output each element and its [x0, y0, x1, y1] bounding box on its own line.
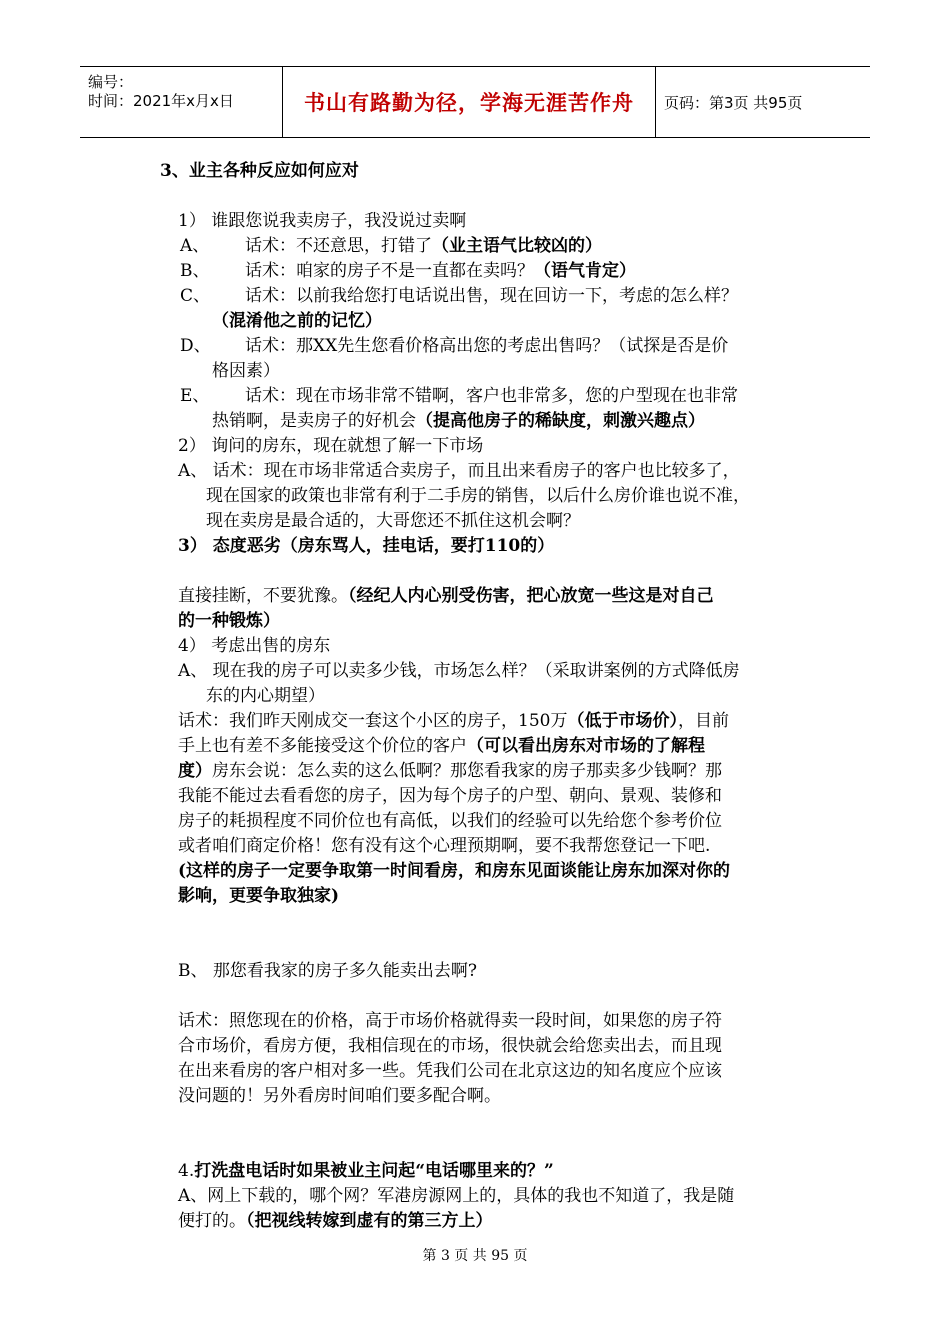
item-4a-talk-1: 话术：我们昨天刚成交一套这个小区的房子，150万（低于市场价），目前 — [178, 711, 729, 731]
item-4a-talk-6: 或者咱们商定价格！您有没有这个心理预期啊，要不我帮您登记一下吧. — [178, 836, 711, 856]
item-q4a-line1: A、网上下载的，哪个网？军港房源网上的，具体的我也不知道了，我是随 — [178, 1186, 735, 1206]
item-1d-prefix: D、 — [180, 336, 211, 356]
item-4a-note-1: (这样的房子一定要争取第一时间看房，和房东见面谈能让房东加深对你的 — [178, 861, 731, 881]
item-1e-cont: 热销啊，是卖房子的好机会（提高他房子的稀缺度，刺激兴趣点） — [212, 411, 705, 431]
item-4a-talk-5: 房子的耗损程度不同价位也有高低，以我们的经验可以先给您个参考价位 — [178, 811, 722, 831]
item-1a-prefix: A、 — [180, 236, 210, 256]
subsection-2: 2） 询问的房东，现在就想了解一下市场 — [178, 436, 484, 456]
item-1e-prefix: E、 — [180, 386, 210, 406]
item-1c: 话术：以前我给您打电话说出售，现在回访一下，考虑的怎么样？ — [245, 286, 738, 306]
item-4a-note-2: 影响，更要争取独家) — [178, 886, 340, 906]
item-2a-line2: 现在国家的政策也非常有利于二手房的销售，以后什么房价谁也说不准， — [206, 486, 750, 506]
item-1b-prefix: B、 — [180, 261, 210, 281]
header-page-info: 页码：第3页 共95页 — [664, 93, 803, 112]
item-3-line2: 的一种锻炼） — [178, 611, 280, 631]
section-title: 3、业主各种反应如何应对 — [160, 161, 359, 181]
item-3-line1: 直接挂断，不要犹豫。（经纪人内心别受伤害，把心放宽一些这是对自己 — [178, 586, 714, 606]
item-2a-line1: A、 话术：现在市场非常适合卖房子，而且出来看房子的客户也比较多了， — [178, 461, 740, 481]
item-1c-prefix: C、 — [180, 286, 211, 306]
item-1d: 话术：那XX先生您看价格高出您的考虑出售吗？（试探是否是价 — [245, 336, 729, 356]
item-4a-line2: 东的内心期望） — [206, 686, 325, 706]
header-meta — [80, 67, 283, 137]
item-q4a-line2: 便打的。（把视线转嫁到虚有的第三方上） — [178, 1211, 493, 1231]
header-motto: 书山有路勤为径，学海无涯苦作舟 — [283, 67, 656, 137]
header-number: 编号： — [88, 73, 134, 91]
item-4a-talk-4: 我能不能过去看看您的房子，因为每个房子的户型、朝向、景观、装修和 — [178, 786, 722, 806]
item-4a-talk-3: 度）房东会说：怎么卖的这么低啊？那您看我家的房子那卖多少钱啊？那 — [178, 761, 722, 781]
item-4b-question: B、 那您看我家的房子多久能卖出去啊? — [178, 961, 478, 981]
section-4-title: 4.打洗盘电话时如果被业主问起“电话哪里来的？” — [178, 1161, 554, 1181]
item-4b-talk-3: 在出来看房的客户相对多一些。凭我们公司在北京这边的知名度应个应该 — [178, 1061, 722, 1081]
item-4b-talk-4: 没问题的！另外看房时间咱们要多配合啊。 — [178, 1086, 501, 1106]
item-1c-note: （混淆他之前的记忆） — [212, 311, 382, 331]
item-4a-talk-2: 手上也有差不多能接受这个价位的客户（可以看出房东对市场的了解程 — [178, 736, 705, 756]
item-1e: 话术：现在市场非常不错啊，客户也非常多，您的户型现在也非常 — [245, 386, 738, 406]
item-1a: 话术：不还意思，打错了（业主语气比较凶的） — [245, 236, 602, 256]
item-1b: 话术：咱家的房子不是一直都在卖吗？（语气肯定） — [245, 261, 636, 281]
subsection-1: 1） 谁跟您说我卖房子，我没说过卖啊 — [178, 211, 467, 231]
item-4b-talk-2: 合市场价，看房方便，我相信现在的市场，很快就会给您卖出去，而且现 — [178, 1036, 722, 1056]
page-footer: 第 3 页 共 95 页 — [422, 1248, 528, 1264]
subsection-4: 4） 考虑出售的房东 — [178, 636, 331, 656]
header-date: 时间：2021年x月x日 — [88, 92, 234, 110]
item-4a-line1: A、 现在我的房子可以卖多少钱，市场怎么样？（采取讲案例的方式降低房 — [178, 661, 740, 681]
item-4b-talk-1: 话术：照您现在的价格，高于市场价格就得卖一段时间，如果您的房子符 — [178, 1011, 722, 1031]
item-1d-cont: 格因素） — [212, 361, 280, 381]
page-header — [80, 66, 870, 138]
item-2a-line3: 现在卖房是最合适的，大哥您还不抓住这机会啊？ — [206, 511, 580, 531]
subsection-3: 3） 态度恶劣（房东骂人，挂电话，要打110的） — [178, 536, 555, 556]
